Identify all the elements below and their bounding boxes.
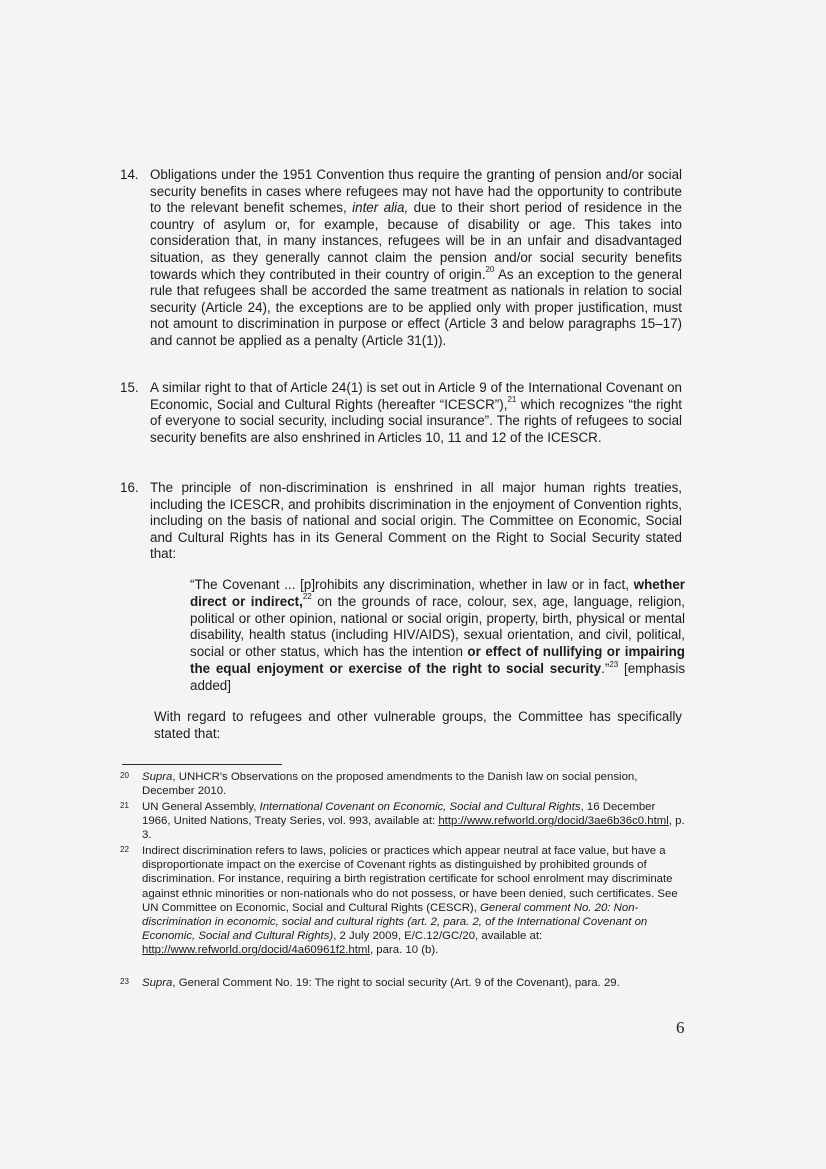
- footnote-number: 20: [120, 771, 129, 780]
- after-quote-text: With regard to refugees and other vulnerable groups, the Committee has specifically stated that:: [154, 709, 682, 741]
- paragraph-number: 14.: [120, 167, 139, 182]
- footnote-ref-23[interactable]: 23: [609, 659, 619, 669]
- paragraph-16: [120, 480, 682, 563]
- page-number: 6: [676, 1018, 685, 1037]
- footnote-divider: [122, 764, 282, 765]
- footnote-ref-22[interactable]: 22: [302, 592, 312, 602]
- paragraph-body: The principle of non-discrimination is enshrined in all major human rights treaties, including the ICESCR, and prohibits discrimination in the enjoyment of Convention rights, including on the basis of national and social origin. The Committee on Economic, Social and Cultural Rights has in its General Comment on the Right to Social Security stated that:: [150, 480, 682, 562]
- footnote-20: 20 Supra, UNHCR's Observations on the proposed amendments to the Danish law on social pension, December 2010.: [120, 771, 638, 798]
- footnote-ref-20[interactable]: 20: [485, 265, 495, 275]
- refworld-link-general-comment-20[interactable]: http://www.refworld.org/docid/4a60961f2.html: [142, 944, 370, 957]
- footnote-22: 22 Indirect discrimination refers to laws, policies or practices which appear neutral at face value, but have a disproportionate impact on the exercise of Covenant rights as distinguished by prohibited grounds of discrimination. For instance, requiring a birth registration certificate for school enrolment may discriminate against ethnic minorities or non-nationals who do not possess, or have been denied, such certificates. See UN Committee on Economic, Social and Cultural Rights (CESCR), General comment No. 20: Non-discrimination in economic, social and cultural rights (art. 2, para. 2, of the International Covenant on Economic, Social and Cultural Rights), 2 July 2009, E/C.12/GC/20, available at: http://www.refworld.org/docid/4a60961f2.html, para. 10 (b).: [120, 845, 678, 957]
- paragraph-15: [120, 380, 682, 446]
- footnote-23: 23 Supra, General Comment No. 19: The right to social security (Art. 9 of the Covenant), para. 29.: [120, 977, 620, 989]
- paragraph-body: Obligations under the 1951 Convention thus require the granting of pension and/or social security benefits in cases where refugees may not have had the opportunity to contribute to the relevant benefit schemes, inter alia, due to their short period of residence in the country of asylum or, for example, because of disability or age. This takes into consideration that, in many instances, refugees will be in an unfair and disadvantaged situation, as they generally cannot claim the pension and/or social security benefits towards which they contributed in their country of origin.$^{20}$ As an exception to the general rule that refugees shall be accorded the same treatment as nationals in relation to social security (Article 24), the exceptions are to be applied only with proper justification, must not amount to discrimination in purpose or effect (Article 3 and below paragraphs 15–17) and cannot be applied as a penalty (Article 31(1)).: [150, 167, 682, 348]
- footnote-number: 23: [120, 977, 129, 986]
- paragraph-14: [120, 167, 682, 350]
- refworld-link-icescr[interactable]: http://www.refworld.org/docid/3ae6b36c0.html: [438, 815, 669, 828]
- footnote-ref-21[interactable]: 21: [507, 395, 517, 405]
- block-quote: “The Covenant ... [p]rohibits any discrimination, whether in law or in fact, whether direct or indirect,$^{22}$ on the grounds of race, colour, sex, age, language, religion, political or other opinion, national or social origin, property, birth, physical or mental disability, health status (including HIV/AIDS), sexual orientation, and civil, political, social or other status, which has the intention or effect of nullifying or impairing the equal enjoyment or exercise of the right to social security.”$^{23}$ [emphasis added]: [190, 577, 686, 693]
- footnote-number: 21: [120, 801, 129, 810]
- paragraph-body: A similar right to that of Article 24(1) is set out in Article 9 of the International Covenant on Economic, Social and Cultural Rights (hereafter “ICESCR”),$^{21}$ which recognizes “the right of everyone to social security, including social insurance”. The rights of refugees to social security benefits are also enshrined in Articles 10, 11 and 12 of the ICESCR.: [150, 380, 682, 445]
- paragraph-number: 16.: [120, 480, 139, 495]
- paragraph-number: 15.: [120, 380, 139, 395]
- footnote-21: 21 UN General Assembly, International Covenant on Economic, Social and Cultural Rights, 16 December 1966, United Nations, Treaty Series, vol. 993, available at: http://www.refworld.org/docid/3ae6b36c0.html, p. 3.: [120, 801, 685, 842]
- footnote-number: 22: [120, 845, 129, 854]
